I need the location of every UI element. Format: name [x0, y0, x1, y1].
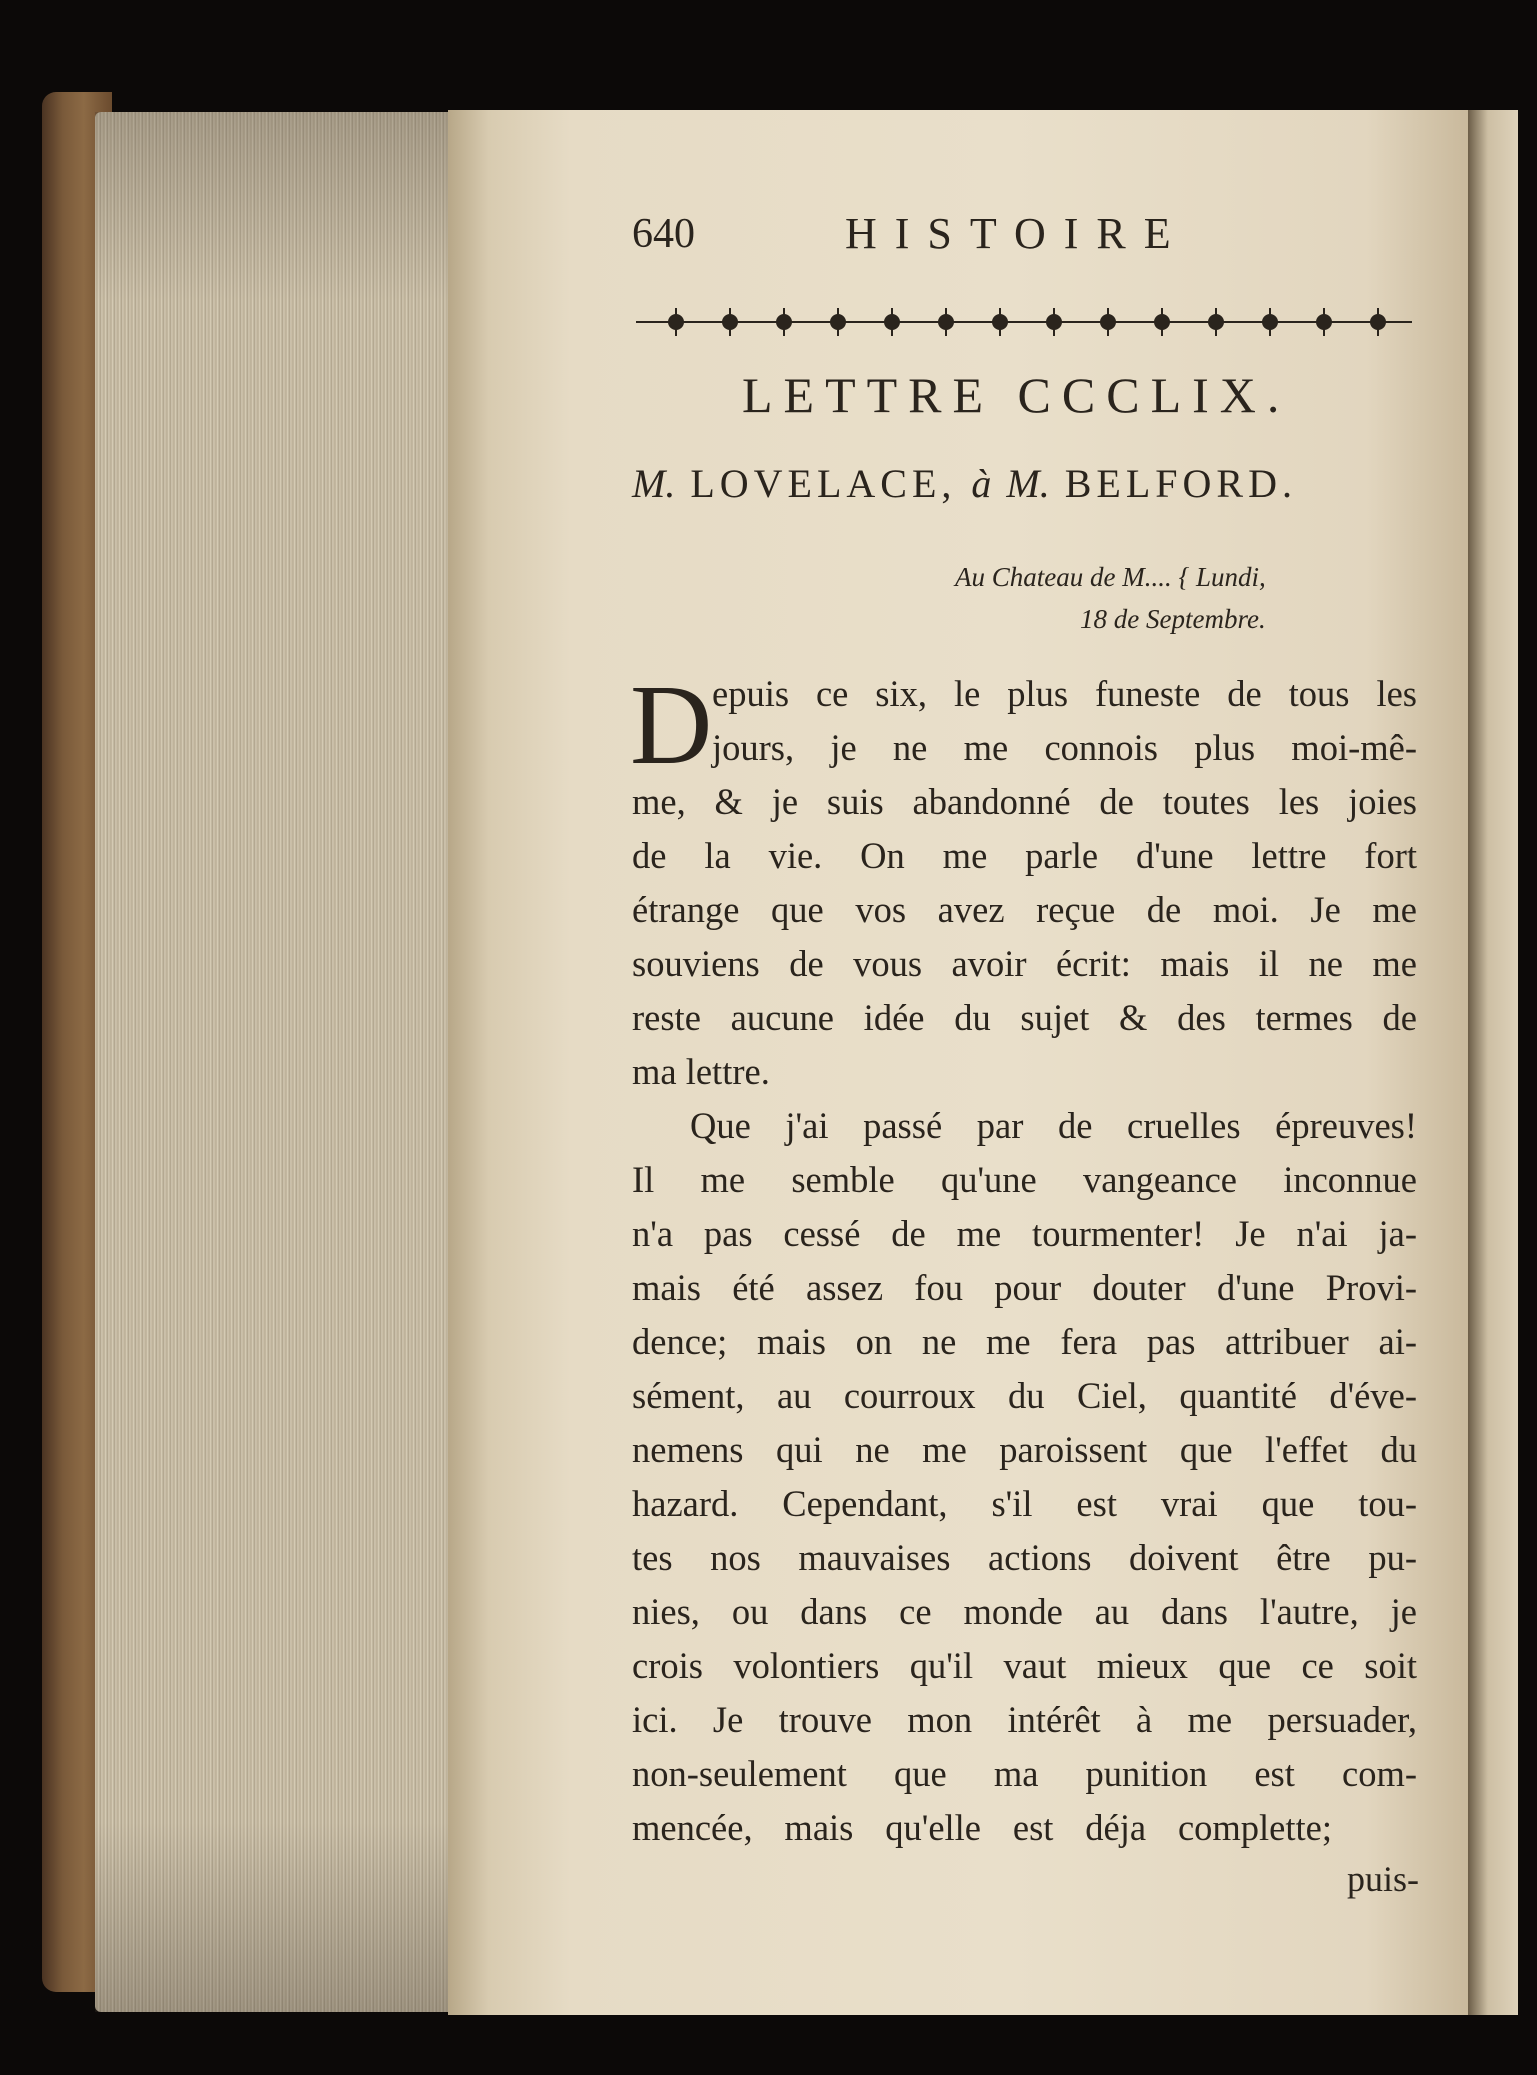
drop-cap: D [630, 661, 713, 788]
addressee-connector: à [971, 461, 992, 506]
body-line: ma lettre. [632, 1051, 770, 1092]
decorative-ornament-band [636, 300, 1412, 344]
addressee-prefix: M. [632, 461, 676, 506]
running-head: HISTOIRE [845, 209, 1189, 258]
body-line: dence; mais on ne me fera pas attribuer ai- [632, 1321, 1417, 1362]
body-line: n'a pas cessé de me tourmenter! Je n'ai ja- [632, 1213, 1417, 1254]
body-line: étrange que vos avez reçue de moi. Je me [632, 889, 1417, 930]
page-edges [95, 112, 455, 2012]
body-line: reste aucune idée du sujet & des termes de [632, 997, 1417, 1038]
addressee-prefix-2: M. [1006, 461, 1050, 506]
body-line: crois volontiers qu'il vaut mieux que ce soit [632, 1645, 1417, 1686]
addressee-name-lovelace: LOVELACE, [690, 461, 957, 506]
body-line: ici. Je trouve mon intérêt à me persuader, [632, 1699, 1417, 1740]
body-line: non-seulement que ma punition est com- [632, 1753, 1417, 1794]
body-line: hazard. Cependant, s'il est vrai que tou- [632, 1483, 1417, 1524]
body-line: Que j'ai passé par de cruelles épreuves! [690, 1105, 1417, 1146]
page-number: 640 [632, 211, 695, 257]
body-line: nemens qui ne me paroissent que l'effet du [632, 1429, 1417, 1470]
body-line: mais été assez fou pour douter d'une Provi- [632, 1267, 1417, 1308]
body-line: Il me semble qu'une vangeance inconnue [632, 1159, 1417, 1200]
dateline-line-2: 18 de Septembre. [1080, 604, 1266, 634]
body-line: mencée, mais qu'elle est déja complette; [632, 1807, 1332, 1848]
facing-page-edge [1468, 110, 1518, 2015]
letter-title: LETTRE CCCLIX. [742, 367, 1291, 423]
addressee-name-belford: BELFORD. [1064, 461, 1297, 506]
body-line: me, & je suis abandonné de toutes les joies [632, 781, 1417, 822]
body-line: souviens de vous avoir écrit: mais il ne me [632, 943, 1417, 984]
body-line: sément, au courroux du Ciel, quantité d'éve- [632, 1375, 1417, 1416]
addressee-line [632, 460, 1297, 507]
body-line: epuis ce six, le plus funeste de tous les [712, 673, 1417, 714]
dateline-line-1: Au Chateau de M.... { Lundi, [955, 562, 1266, 592]
body-line: jours, je ne me connois plus moi-mê- [712, 727, 1417, 768]
body-line: tes nos mauvaises actions doivent être pu- [632, 1537, 1417, 1578]
catchword: puis- [1347, 1859, 1419, 1899]
body-line: de la vie. On me parle d'une lettre fort [632, 835, 1417, 876]
body-line: nies, ou dans ce monde au dans l'autre, je [632, 1591, 1417, 1632]
